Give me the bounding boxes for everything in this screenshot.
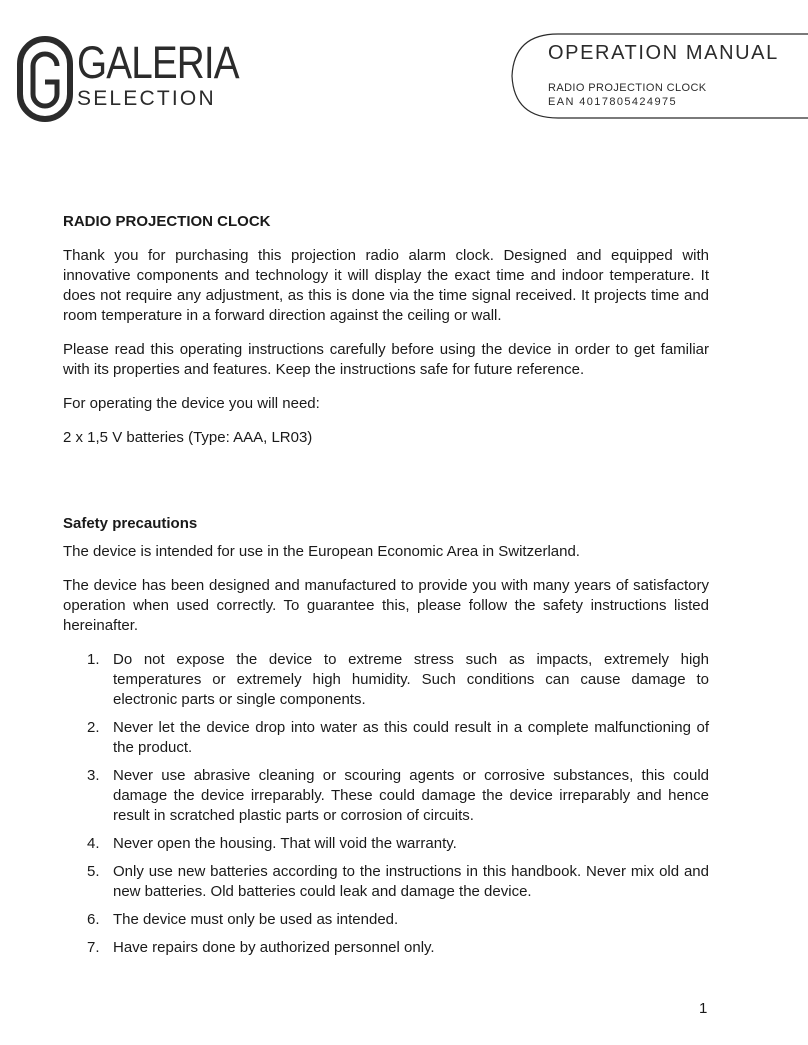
list-number: 5. bbox=[87, 863, 100, 880]
list-item bbox=[63, 834, 709, 854]
read-instructions-paragraph: Please read this operating instructions carefully before using the device in order to get familiar with its properties and features. Keep the instructions safe for future reference. bbox=[63, 341, 709, 378]
list-number: 4. bbox=[87, 835, 100, 852]
list-number: 2. bbox=[87, 719, 100, 736]
list-text: Never let the device drop into water as this could result in a complete malfunctioning of the product. bbox=[113, 719, 709, 756]
list-number: 1. bbox=[87, 651, 100, 668]
requirements-label: For operating the device you will need: bbox=[63, 395, 320, 412]
brand-name: GALERIA bbox=[77, 37, 239, 88]
list-item bbox=[63, 938, 709, 958]
list-item bbox=[63, 766, 709, 826]
intro-paragraph: Thank you for purchasing this projection radio alarm clock. Designed and equipped with innovative components and technology it will display the exact time and indoor temperature. It does not require any adjustment, as this is done via the time signal received. It projects time and room temperature in a forward direction against the ceiling or wall. bbox=[63, 247, 709, 324]
list-item bbox=[63, 650, 709, 710]
list-text: Do not expose the device to extreme stress such as impacts, extremely high temperatures or extremely high humidity. Such conditions can cause damage to electronic parts or single components. bbox=[113, 651, 709, 708]
list-text: The device must only be used as intended. bbox=[113, 911, 399, 928]
list-text: Never open the housing. That will void the warranty. bbox=[113, 835, 457, 852]
safety-paragraph-1: The device is intended for use in the European Economic Area in Switzerland. bbox=[63, 543, 580, 560]
list-item bbox=[63, 910, 709, 930]
brand-wordmark bbox=[77, 37, 265, 111]
list-item bbox=[63, 718, 709, 758]
batteries-line: 2 x 1,5 V batteries (Type: AAA, LR03) bbox=[63, 429, 313, 446]
list-number: 7. bbox=[87, 939, 100, 956]
list-number: 6. bbox=[87, 911, 100, 928]
brand-subname: SELECTION bbox=[77, 87, 216, 110]
safety-heading: Safety precautions bbox=[63, 515, 198, 532]
page-number: 1 bbox=[699, 1000, 708, 1017]
safety-list bbox=[63, 650, 709, 958]
list-text: Have repairs done by authorized personnel only. bbox=[113, 939, 435, 956]
manual-title: OPERATION MANUAL bbox=[548, 42, 779, 64]
list-number: 3. bbox=[87, 767, 100, 784]
list-text: Never use abrasive cleaning or scouring agents or corrosive substances, this could damage the device irreparably. These could damage the device irreparably and hence result in scratched plastic parts or corrosion of circuits. bbox=[113, 767, 709, 824]
safety-paragraph-2: The device has been designed and manufactured to provide you with many years of satisfactory operation when used correctly. To guarantee this, please follow the safety instructions listed hereinafter. bbox=[63, 577, 709, 634]
document-body bbox=[63, 212, 709, 966]
product-name: RADIO PROJECTION CLOCK bbox=[548, 82, 707, 94]
list-item bbox=[63, 862, 709, 902]
ean-code: EAN 4017805424975 bbox=[548, 96, 678, 108]
galeria-g-logo-icon bbox=[17, 36, 73, 122]
list-text: Only use new batteries according to the instructions in this handbook. Never mix old and new batteries. Old batteries could leak and damage the device. bbox=[113, 863, 709, 900]
section-heading: RADIO PROJECTION CLOCK bbox=[63, 213, 271, 230]
